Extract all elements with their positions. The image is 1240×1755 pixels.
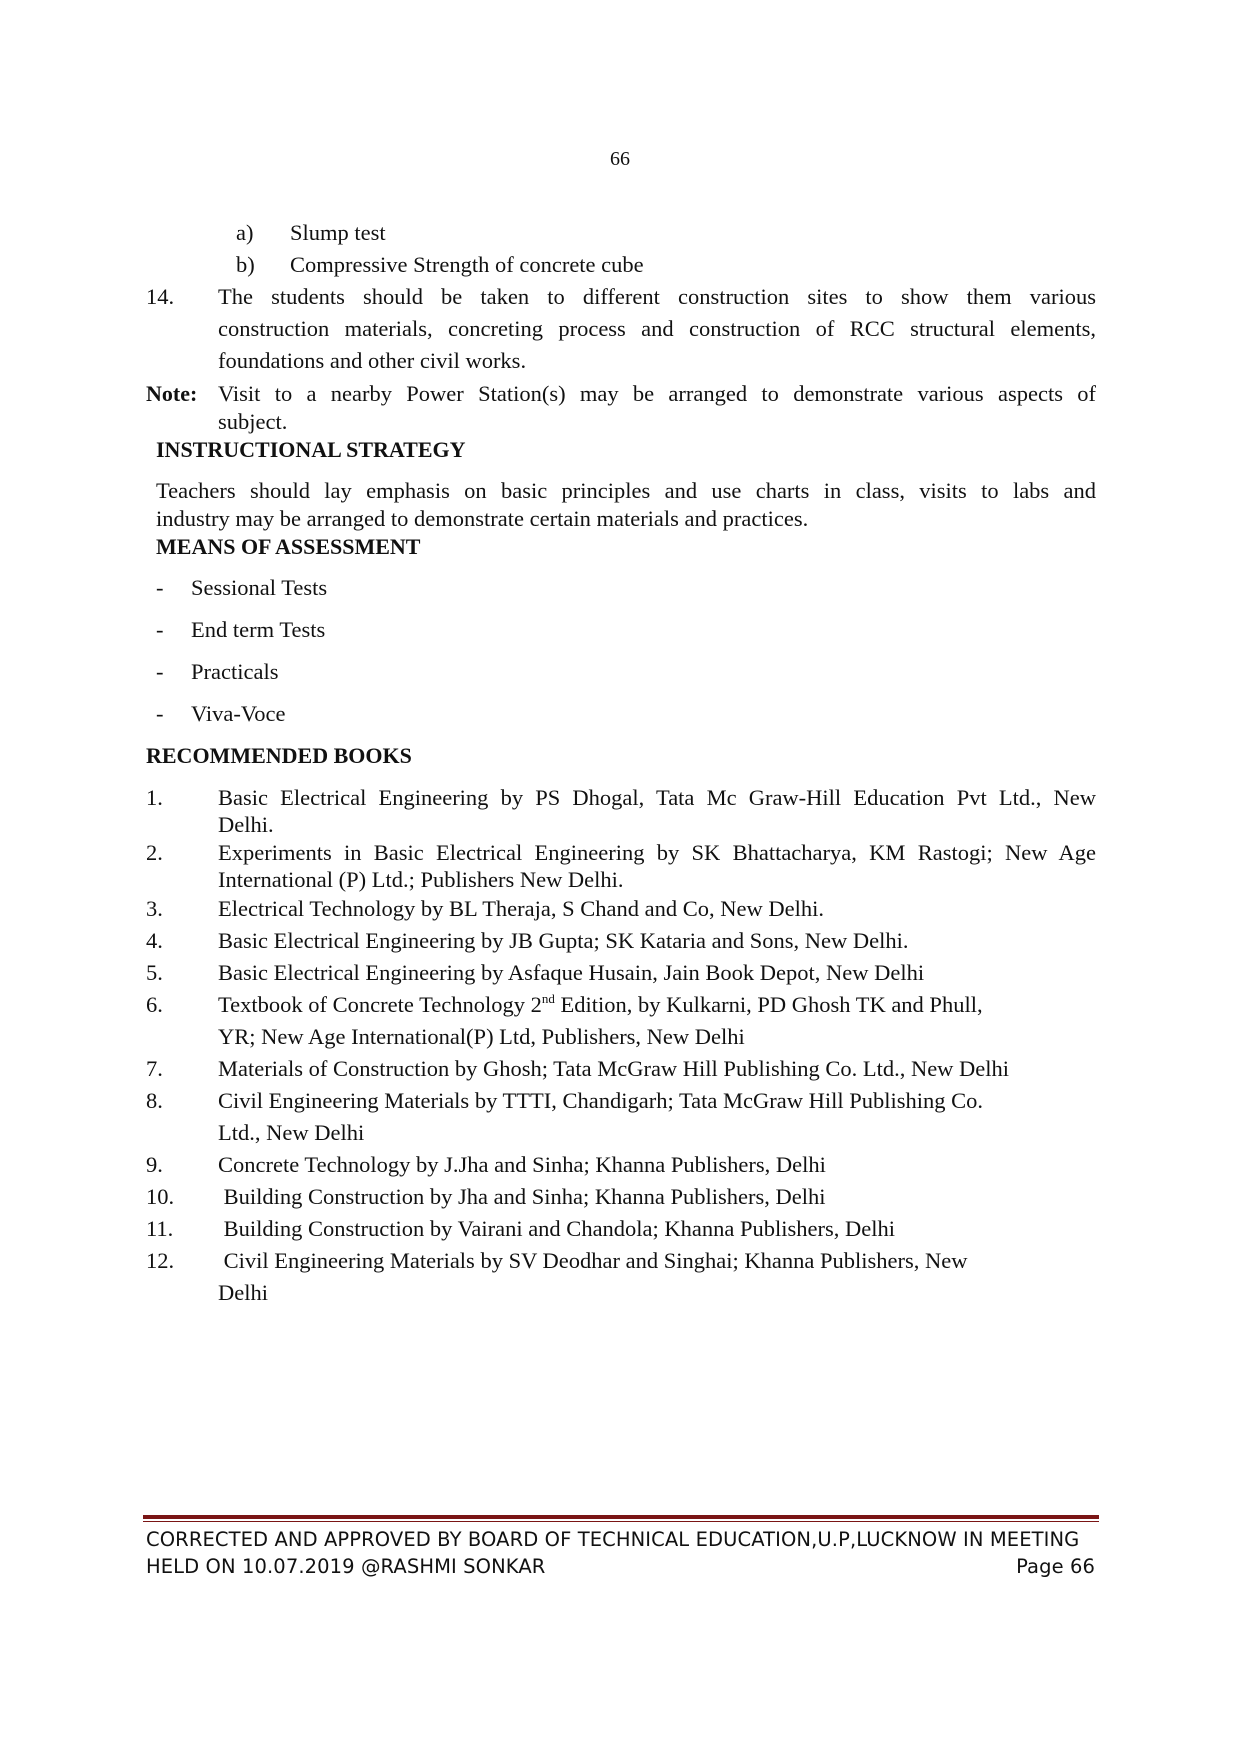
book-7-line-1: Materials of Construction by Ghosh; Tata McGraw Hill Publishing Co. Ltd., New Delhi [218,1056,1010,1081]
item-14-line-3: foundations and other civil works. [218,348,527,373]
book-8-line-2: Ltd., New Delhi [218,1120,365,1145]
footer-line-2: HELD ON 10.07.2019 @RASHMI SONKAR [146,1555,546,1578]
sub-item-marker-a: a) [236,220,254,245]
footer-line-1: CORRECTED AND APPROVED BY BOARD OF TECHNICAL EDUCATION,U.P,LUCKNOW IN MEETING [146,1528,1080,1551]
assessment-bullet: - [156,575,164,600]
instructional-strategy-heading: INSTRUCTIONAL STRATEGY [156,437,466,462]
book-4-line-1: Basic Electrical Engineering by JB Gupta; SK Kataria and Sons, New Delhi. [218,928,909,953]
book-1-line-1: Basic Electrical Engineering by PS Dhogal, Tata Mc Graw-Hill Education Pvt Ltd., New [218,785,1096,810]
book-number: 11. [146,1216,174,1241]
book-number: 8. [146,1088,163,1113]
book-number: 3. [146,896,163,921]
book-number: 5. [146,960,163,985]
assessment-bullet: - [156,701,164,726]
assessment-bullet: - [156,659,164,684]
books-heading: RECOMMENDED BOOKS [146,743,412,768]
page-number-top: 66 [610,148,630,170]
sub-item-text-b: Compressive Strength of concrete cube [290,252,644,277]
book-number: 4. [146,928,163,953]
book-5-line-1: Basic Electrical Engineering by Asfaque Husain, Jain Book Depot, New Delhi [218,960,925,985]
book-11-line-1: Building Construction by Vairani and Chandola; Khanna Publishers, Delhi [218,1216,896,1241]
item-14-line-2: construction materials, concreting process and construction of RCC structural elements, [218,316,1096,341]
book-number: 10. [146,1184,175,1209]
note-label: Note: [146,381,198,406]
book-3-line-1: Electrical Technology by BL Theraja, S Chand and Co, New Delhi. [218,896,824,921]
book-6-line-2: YR; New Age International(P) Ltd, Publishers, New Delhi [218,1024,745,1049]
item-14-number: 14. [146,284,175,309]
item-14-line-1: The students should be taken to different construction sites to show them various [218,284,1096,309]
sub-item-marker-b: b) [236,252,255,277]
book-number: 1. [146,785,163,810]
book-number: 6. [146,992,163,1017]
book-number: 12. [146,1248,175,1273]
assessment-item-practicals: Practicals [191,659,279,684]
assessment-item-viva: Viva-Voce [191,701,286,726]
assessment-heading: MEANS OF ASSESSMENT [156,534,421,559]
note-line-1: Visit to a nearby Power Station(s) may be arranged to demonstrate various aspects of [218,381,1096,406]
assessment-bullet: - [156,617,164,642]
footer-page-number: Page 66 [1016,1555,1095,1578]
book-8-line-1: Civil Engineering Materials by TTTI, Chandigarh; Tata McGraw Hill Publishing Co. [218,1088,983,1113]
footer-rule-thin [143,1521,1099,1522]
book-number: 9. [146,1152,163,1177]
book-10-line-1: Building Construction by Jha and Sinha; Khanna Publishers, Delhi [218,1184,826,1209]
instructional-strategy-line-2: industry may be arranged to demonstrate certain materials and practices. [156,506,809,531]
book-6-superscript: nd [541,991,555,1006]
sub-item-text-a: Slump test [290,220,386,245]
book-12-line-2: Delhi [218,1280,268,1305]
assessment-item-end-term: End term Tests [191,617,326,642]
book-6-title-rest: Edition, by Kulkarni, PD Ghosh TK and Phull, [554,992,983,1017]
book-2-line-2: International (P) Ltd.; Publishers New Delhi. [218,867,624,892]
book-1-line-2: Delhi. [218,812,274,837]
book-number: 2. [146,840,163,865]
note-line-2: subject. [218,409,288,434]
footer-rule [143,1515,1099,1519]
book-2-line-1: Experiments in Basic Electrical Engineering by SK Bhattacharya, KM Rastogi; New Age [218,840,1096,865]
book-number: 7. [146,1056,163,1081]
assessment-item-sessional: Sessional Tests [191,575,328,600]
book-6-title-part: Textbook of Concrete Technology 2 [218,992,542,1017]
book-6-line-1 [218,992,983,1018]
instructional-strategy-line-1: Teachers should lay emphasis on basic principles and use charts in class, visits to labs and [156,478,1096,503]
book-9-line-1: Concrete Technology by J.Jha and Sinha; Khanna Publishers, Delhi [218,1152,826,1177]
book-12-line-1: Civil Engineering Materials by SV Deodhar and Singhai; Khanna Publishers, New [218,1248,968,1273]
